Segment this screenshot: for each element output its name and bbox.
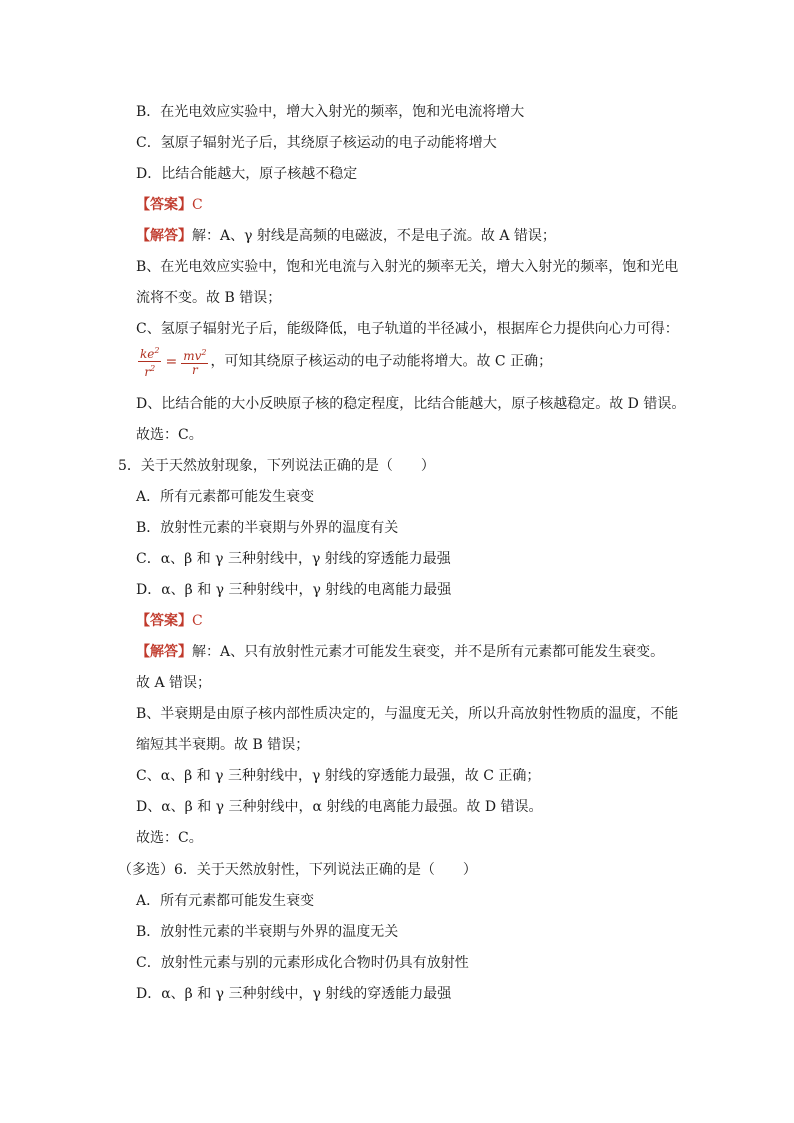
q4-analysis-line-1 bbox=[136, 226, 556, 246]
lhs-num-exponent: 2 bbox=[154, 346, 160, 355]
analysis-text: 解：A、γ 射线是高频的电磁波，不是电子流。故 A 错误； bbox=[192, 228, 556, 244]
lhs-denominator: r bbox=[144, 365, 151, 379]
answer-value: C bbox=[192, 613, 203, 629]
formula-equals: = bbox=[165, 353, 178, 370]
q5-analysis-line-2: 故 A 错误； bbox=[136, 675, 212, 691]
q5-analysis-line-4: 缩短其半衰期。故 B 错误； bbox=[136, 737, 310, 753]
answer-value: C bbox=[192, 197, 203, 213]
q5-option-c: C．α、β 和 γ 三种射线中，γ 射线的穿透能力最强 bbox=[136, 551, 451, 567]
q4-option-d: D．比结合能越大，原子核越不稳定 bbox=[136, 166, 358, 182]
q5-option-d: D．α、β 和 γ 三种射线中，γ 射线的电离能力最强 bbox=[136, 582, 452, 598]
q4-analysis-line-3: 流将不变。故 B 错误； bbox=[136, 290, 282, 306]
rhs-denominator: r bbox=[191, 363, 198, 377]
analysis-tag: 【解答】 bbox=[136, 228, 192, 244]
q5-final-choice: 故选：C。 bbox=[136, 830, 203, 846]
formula-rhs bbox=[181, 346, 208, 377]
lhs-den-exponent: 2 bbox=[150, 364, 156, 373]
q4-option-b: B．在光电效应实验中，增大入射光的频率，饱和光电流将增大 bbox=[136, 104, 525, 120]
q6-option-a: A．所有元素都可能发生衰变 bbox=[136, 893, 315, 909]
rhs-num-exponent: 2 bbox=[201, 348, 207, 357]
formula-conclusion: ，可知其绕原子核运动的电子动能将增大。故 C 正确； bbox=[210, 353, 553, 370]
q4-formula-line bbox=[136, 344, 552, 379]
answer-tag: 【答案】 bbox=[136, 613, 192, 629]
analysis-text: 解：A、只有放射性元素才可能发生衰变，并不是所有元素都可能发生衰变。 bbox=[192, 644, 665, 660]
q4-final-choice: 故选：C。 bbox=[136, 427, 203, 443]
q5-analysis-line-3: B、半衰期是由原子核内部性质决定的，与温度无关，所以升高放射性物质的温度，不能 bbox=[136, 706, 679, 722]
q6-stem: （多选）6．关于天然放射性，下列说法正确的是（ ） bbox=[118, 862, 477, 878]
lhs-numerator: ke bbox=[140, 347, 155, 361]
q6-option-c: C．放射性元素与别的元素形成化合物时仍具有放射性 bbox=[136, 955, 469, 971]
q4-option-c: C．氢原子辐射光子后，其绕原子核运动的电子动能将增大 bbox=[136, 135, 497, 151]
formula-lhs bbox=[138, 344, 161, 379]
q5-analysis-line-6: D、α、β 和 γ 三种射线中，α 射线的电离能力最强。故 D 错误。 bbox=[136, 799, 543, 815]
q5-stem: 5．关于天然放射现象，下列说法正确的是（ ） bbox=[118, 458, 435, 474]
q5-analysis-line-5: C、α、β 和 γ 三种射线中，γ 射线的穿透能力最强，故 C 正确； bbox=[136, 768, 541, 784]
q4-analysis-line-6: D、比结合能的大小反映原子核的稳定程度，比结合能越大，原子核越稳定。故 D 错误。 bbox=[136, 396, 686, 412]
q5-analysis-line-1 bbox=[136, 642, 664, 662]
q6-option-d: D．α、β 和 γ 三种射线中，γ 射线的穿透能力最强 bbox=[136, 986, 452, 1002]
q4-analysis-line-2: B、在光电效应实验中，饱和光电流与入射光的频率无关，增大入射光的频率，饱和光电 bbox=[136, 259, 679, 275]
q4-answer bbox=[136, 195, 203, 215]
q5-option-a: A．所有元素都可能发生衰变 bbox=[136, 489, 315, 505]
q6-option-b: B．放射性元素的半衰期与外界的温度无关 bbox=[136, 924, 399, 940]
analysis-tag: 【解答】 bbox=[136, 644, 192, 660]
answer-tag: 【答案】 bbox=[136, 197, 192, 213]
q4-analysis-line-4: C、氢原子辐射光子后，能级降低，电子轨道的半径减小，根据库仑力提供向心力可得： bbox=[136, 321, 679, 337]
rhs-numerator: mv bbox=[183, 349, 202, 363]
q5-answer bbox=[136, 611, 203, 631]
q5-option-b: B．放射性元素的半衰期与外界的温度有关 bbox=[136, 520, 399, 536]
